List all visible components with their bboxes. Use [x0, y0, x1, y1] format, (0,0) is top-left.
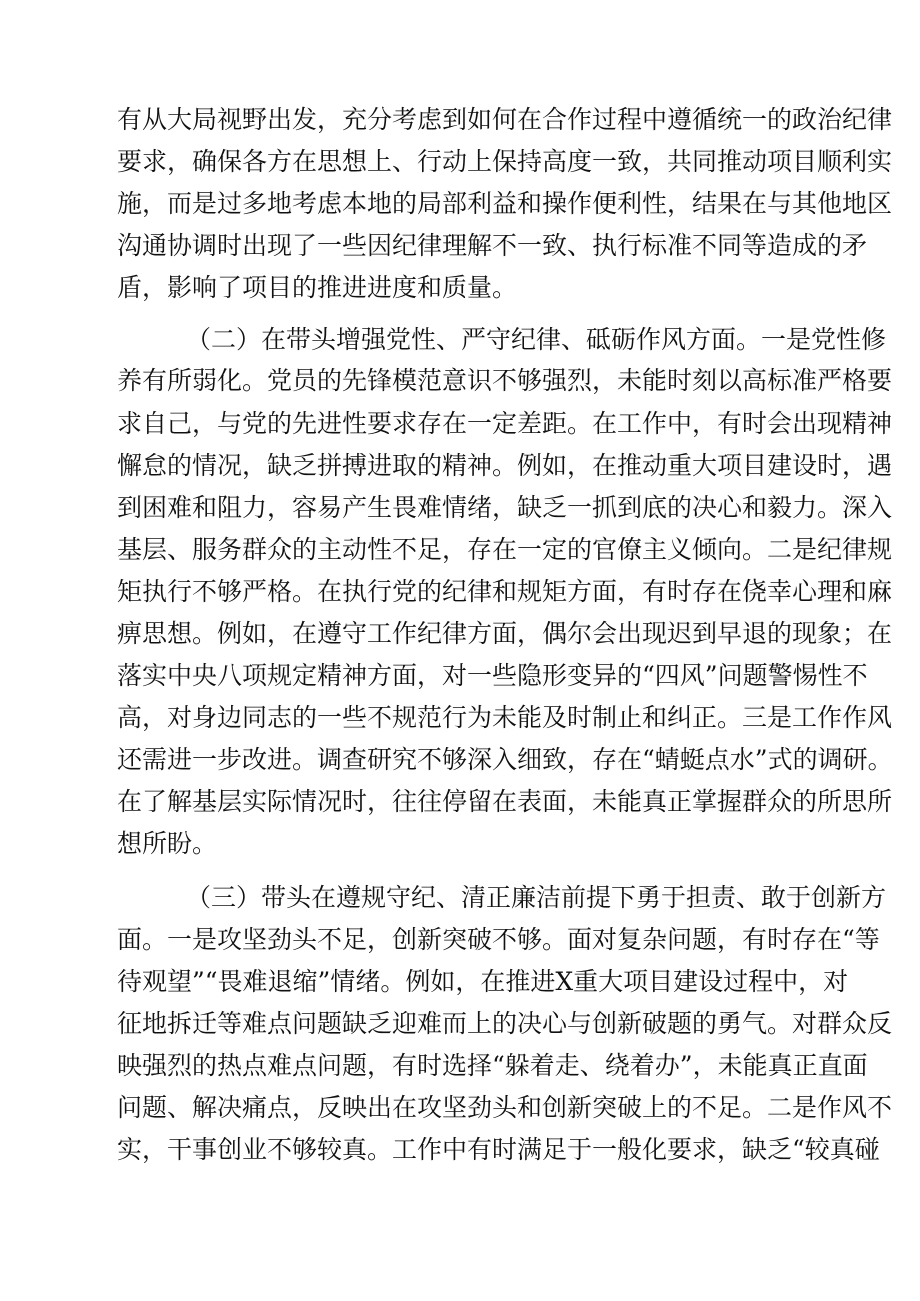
- text-line: 还需进一步改进。调查研究不够深入细致，存在“蜻蜓点水”式的调研。: [117, 745, 893, 774]
- text-line: 要求，确保各方在思想上、行动上保持高度一致，共同推动项目顺利实: [117, 147, 893, 176]
- text-line: 征地拆迁等难点问题缺乏迎难而上的决心与创新破题的勇气。对群众反: [117, 1009, 893, 1038]
- text-line: 沟通协调时出现了一些因纪律理解不一致、执行标准不同等造成的矛: [117, 231, 868, 260]
- text-line: 矩执行不够严格。在执行党的纪律和规矩方面，有时存在侥幸心理和麻: [117, 577, 893, 606]
- text-line: 待观望”“畏难退缩”情绪。例如，在推进X重大项目建设过程中，对: [117, 967, 849, 996]
- text-line: 面。一是攻坚劲头不足，创新突破不够。面对复杂问题，有时存在“等: [117, 925, 880, 954]
- text-line: 基层、服务群众的主动性不足，存在一定的官僚主义倾向。二是纪律规: [117, 535, 893, 564]
- text-line: 落实中央八项规定精神方面，对一些隐形变异的“四风”问题警惕性不: [117, 661, 868, 690]
- text-line: 到困难和阻力，容易产生畏难情绪，缺乏一抓到底的决心和毅力。深入: [117, 493, 893, 522]
- text-line: 求自己，与党的先进性要求存在一定差距。在工作中，有时会出现精神: [117, 409, 893, 438]
- text-line: 懈怠的情况，缺乏拼搏进取的精神。例如，在推动重大项目建设时，遇: [117, 451, 893, 480]
- text-line: 在了解基层实际情况时，往往停留在表面，未能真正掌握群众的所思所: [117, 787, 893, 816]
- text-line: 问题、解决痛点，反映出在攻坚劲头和创新突破上的不足。二是作风不: [117, 1093, 893, 1122]
- text-line: 有从大局视野出发，充分考虑到如何在合作过程中遵循统一的政治纪律: [117, 105, 893, 134]
- text-line: 想所盼。: [117, 829, 218, 858]
- text-line: 盾，影响了项目的推进进度和质量。: [117, 273, 518, 302]
- text-line: 养有所弱化。党员的先锋模范意识不够强烈，未能时刻以高标准严格要: [117, 366, 893, 395]
- text-line: 施，而是过多地考虑本地的局部利益和操作便利性，结果在与其他地区: [117, 189, 893, 218]
- section-heading-line: （三）带头在遵规守纪、清正廉洁前提下勇于担责、敢于创新方: [186, 883, 887, 912]
- text-line: 实，干事创业不够较真。工作中有时满足于一般化要求，缺乏“较真碰: [117, 1135, 880, 1164]
- text-line: 映强烈的热点难点问题，有时选择“躲着走、绕着办”，未能真正直面: [117, 1051, 868, 1080]
- text-line: 高，对身边同志的一些不规范行为未能及时制止和纠正。三是工作作风: [117, 703, 893, 732]
- text-line: 痹思想。例如，在遵守工作纪律方面，偶尔会出现迟到早退的现象；在: [117, 619, 893, 648]
- section-heading-line: （二）在带头增强党性、严守纪律、砥砺作风方面。一是党性修: [186, 325, 887, 354]
